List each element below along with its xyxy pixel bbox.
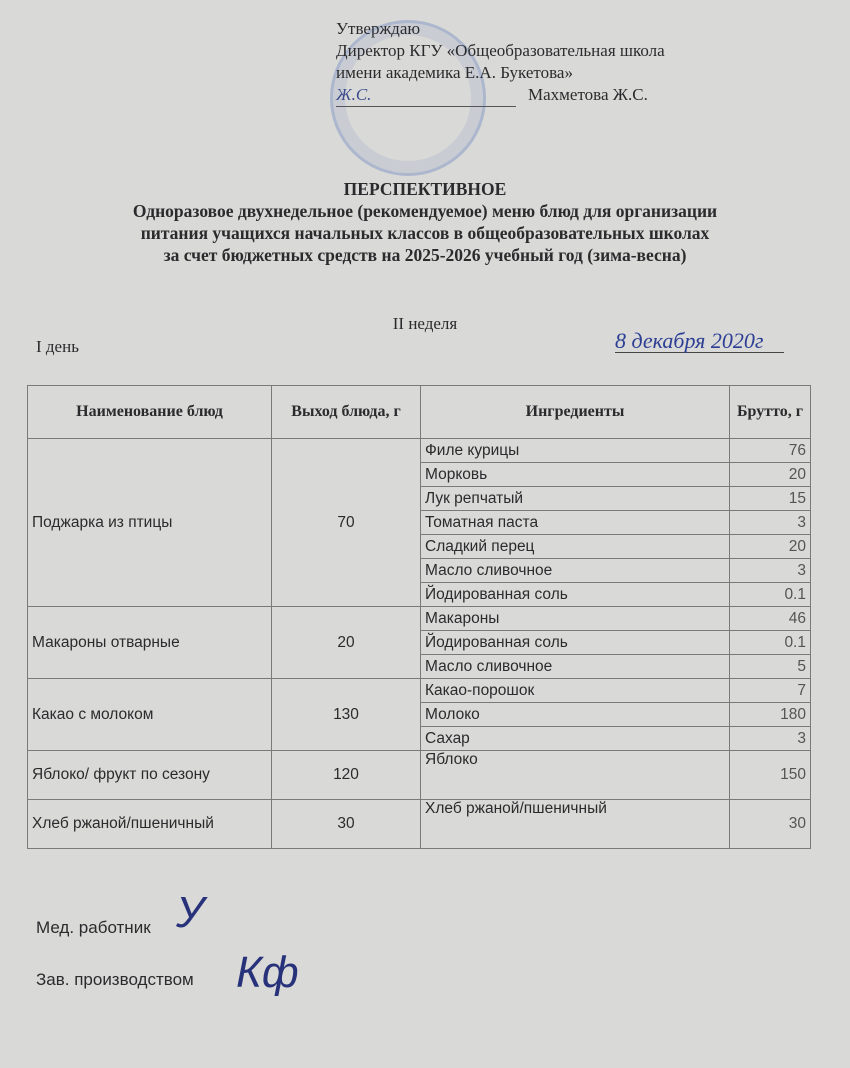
header-dish: Наименование блюд	[28, 386, 272, 439]
dish-yield: 120	[272, 751, 421, 800]
director-signature: Ж.С.	[336, 84, 516, 107]
handwritten-date: 8 декабря 2020г	[615, 330, 784, 353]
table-row	[28, 800, 811, 849]
ingredient-gross: 5	[730, 655, 811, 679]
ingredient-gross: 3	[730, 511, 811, 535]
ingredient-name: Сахар	[421, 727, 730, 751]
director-name: Махметова Ж.С.	[528, 85, 648, 104]
table-row	[28, 439, 811, 463]
table-header-row	[28, 386, 811, 439]
ingredient-name: Филе курицы	[421, 439, 730, 463]
production-signature: Кф	[236, 948, 299, 997]
ingredient-gross: 0.1	[730, 631, 811, 655]
ingredient-gross: 3	[730, 559, 811, 583]
header-ingredients: Ингредиенты	[421, 386, 730, 439]
day-label: I день	[36, 337, 79, 356]
approval-heading: Утверждаю	[336, 19, 421, 38]
title-line: ПЕРСПЕКТИВНОЕ	[343, 179, 507, 199]
ingredient-gross: 20	[730, 463, 811, 487]
document-title	[0, 178, 850, 266]
production-signature-line	[36, 948, 299, 997]
dish-yield: 30	[272, 800, 421, 849]
ingredient-name: Масло сливочное	[421, 655, 730, 679]
table-row	[28, 679, 811, 703]
title-line: Одноразовое двухнедельное (рекомендуемое) меню блюд для организации	[132, 201, 718, 221]
approval-position: Директор КГУ «Общеобразовательная школа	[336, 41, 665, 60]
table-row	[28, 751, 811, 800]
header-yield: Выход блюда, г	[272, 386, 421, 439]
dish-name: Хлеб ржаной/пшеничный	[28, 800, 272, 849]
dish-name: Поджарка из птицы	[28, 439, 272, 607]
ingredient-name: Лук репчатый	[421, 487, 730, 511]
header-gross: Брутто, г	[730, 386, 811, 439]
ingredient-gross: 15	[730, 487, 811, 511]
ingredient-name: Йодированная соль	[421, 583, 730, 607]
ingredient-name: Морковь	[421, 463, 730, 487]
ingredient-name: Молоко	[421, 703, 730, 727]
dish-name: Яблоко/ фрукт по сезону	[28, 751, 272, 800]
dish-name: Макароны отварные	[28, 607, 272, 679]
ingredient-name: Йодированная соль	[421, 631, 730, 655]
ingredient-name: Томатная паста	[421, 511, 730, 535]
ingredient-name: Яблоко	[421, 751, 730, 800]
ingredient-gross: 3	[730, 727, 811, 751]
week-label: II неделя	[392, 314, 458, 333]
ingredient-gross: 76	[730, 439, 811, 463]
ingredient-gross: 0.1	[730, 583, 811, 607]
dish-yield: 20	[272, 607, 421, 679]
ingredient-gross: 46	[730, 607, 811, 631]
ingredient-name: Масло сливочное	[421, 559, 730, 583]
title-line: питания учащихся начальных классов в общеобразовательных школах	[140, 223, 710, 243]
ingredient-gross: 30	[730, 800, 811, 849]
table-row	[28, 607, 811, 631]
approval-school: имени академика Е.А. Букетова»	[336, 63, 573, 82]
ingredient-gross: 150	[730, 751, 811, 800]
title-line: за счет бюджетных средств на 2025-2026 учебный год (зима-весна)	[163, 245, 687, 265]
approval-block	[336, 18, 665, 107]
ingredient-name: Сладкий перец	[421, 535, 730, 559]
dish-yield: 130	[272, 679, 421, 751]
medic-label: Мед. работник	[36, 918, 151, 937]
medic-signature: У	[176, 888, 205, 937]
ingredient-gross: 180	[730, 703, 811, 727]
ingredient-name: Какао-порошок	[421, 679, 730, 703]
ingredient-gross: 20	[730, 535, 811, 559]
ingredient-name: Макароны	[421, 607, 730, 631]
production-label: Зав. производством	[36, 970, 194, 989]
menu-table	[27, 385, 811, 849]
ingredient-gross: 7	[730, 679, 811, 703]
dish-yield: 70	[272, 439, 421, 607]
ingredient-name: Хлеб ржаной/пшеничный	[421, 800, 730, 849]
dish-name: Какао с молоком	[28, 679, 272, 751]
medic-signature-line	[36, 888, 205, 938]
